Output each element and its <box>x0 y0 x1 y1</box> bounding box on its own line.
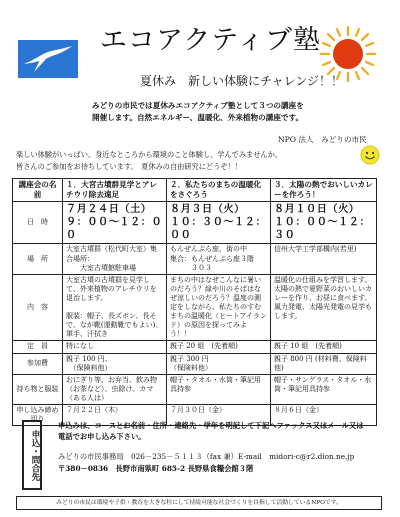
event-name-2: ２．私たちのまちの温暖化をさぐろう <box>167 179 271 202</box>
table-cell: ８月３日（火） １０：３０～１２：００ <box>167 201 271 244</box>
row-label: 申し込み締め切り <box>13 404 63 425</box>
row-label: 場 所 <box>13 244 63 274</box>
table-cell: 親子 300 円 （保険料他） <box>167 353 271 374</box>
event-name-1: １．大宮古墳群見学とアレチウリ除去遠足 <box>63 179 167 202</box>
table-cell: 帽子・タオル・水筒・筆記用具持参 <box>167 374 271 404</box>
table-cell: ７月２４日（土） ９：００～１２：００ <box>63 201 167 244</box>
table-cell: 信州大学工学部構内(若里) <box>271 244 377 274</box>
table-cell: ８月６日（金） <box>271 404 377 425</box>
row-label: 定 員 <box>13 341 63 353</box>
apply-line-2: 電話でお申し込み下さい。 <box>58 432 146 441</box>
apply-line-1: 申込みは、コースとお名前・住所・連絡先・学年を明記して下記へファックス又はメール又は <box>58 421 364 430</box>
table-row <box>13 374 377 404</box>
table-row <box>13 353 377 374</box>
intro-line-2: 開催します。自然エネルギー、温暖化、外来植物の講座です。 <box>92 113 304 122</box>
row-label: 日 時 <box>13 201 63 244</box>
table-cell: 親子 100 円、 （保険料他） <box>63 353 167 374</box>
apply-contact-stamp: 申込・問合先 <box>22 420 42 490</box>
organizer: NPO 法人 みどりの市民 <box>278 135 367 144</box>
row-label: 持ち物と服装 <box>13 374 63 404</box>
table-cell: 大室古墳の古墳群を見学して、外来植物のアレチウリを退治します。 服装：帽子、長ズボン、長そで、なが靴(運動靴でもよい)、軍手、汗拭き <box>63 274 167 341</box>
row-label: 参加費 <box>13 353 63 374</box>
event-name-3: ３．太陽の熱でおいしいカレーを作ろう！ <box>271 179 377 202</box>
table-row <box>13 244 377 274</box>
table-header-row <box>13 179 377 202</box>
lead-line-1: 楽しい体験がいっぱい。身近なところから環境のこと体験し、学んでみませんか。 <box>16 150 282 159</box>
page-title: エコアクティブ塾 <box>100 25 322 56</box>
contact-line: みどりの市民事務局 026－235－５１１３（fax 兼）E-mail midori-c@r2.dion.ne.jp <box>58 452 355 461</box>
intro-line-1: みどりの市民では夏休みエコアクティブ塾として３つの講座を <box>92 101 304 110</box>
table-cell: 大室古墳群（松代町大室）集合場所： 大室古墳館駐車場 <box>63 244 167 274</box>
table-cell: もんぜんぷら座、街の中 集合：もんぜんぷら座３階 ３０３ <box>167 244 271 274</box>
table-cell: まちの中はなぜこんなに暑いのだろう？緑や川のそばはなぜ涼しいのだろう？温度の測定をしながら、私たちのすむまちの温暖化（ヒートアイランド）の原因を探ってみよう！！ <box>167 274 271 341</box>
table-cell: 帽子・サングラス・タオル・水筒・筆記用具持参 <box>271 374 377 404</box>
header-label: 講座会の名前 <box>13 179 63 202</box>
bird-icon <box>18 40 78 78</box>
table-cell: 温暖化の仕組みを学習します。太陽の熱で夏野菜のおいしいカレーを作り、お昼に食べます。 風力発電、太陽光発電の見学もします。 <box>271 274 377 341</box>
lead-line-2: 皆さんのご参加をお待ちしています。 夏休みの自由研究にどうぞ！！ <box>16 162 242 171</box>
table-cell: おにぎり等、お弁当、飲み物（お茶など）、虫除け、カマ（ある人は） <box>63 374 167 404</box>
table-row <box>13 341 377 353</box>
table-cell: 親子 10 組 (先着順) <box>271 341 377 353</box>
subtitle: 夏休み 新しい体験にチャレンジ！！ <box>140 74 344 88</box>
event-table <box>12 178 377 426</box>
footer-note: みどりの市民は環境や子供・教育を大きな柱にして持続可能な社会づくりを目指して活動しているNPOです。 <box>16 496 382 510</box>
bird-logo <box>18 40 78 78</box>
table-row <box>13 274 377 341</box>
table-cell: 親子 20 組 (先着順) <box>167 341 271 353</box>
address-line: 〒380－0836 長野市南県町 685-2 長野県食糧会館３階 <box>58 464 254 473</box>
table-cell: 親子 800 円 (材料費、保険料他) <box>271 353 377 374</box>
table-cell: ８月１０日（火） １０：００～１２：３０ <box>271 201 377 244</box>
smiley-icon <box>360 145 380 165</box>
table-row <box>13 201 377 244</box>
table-cell: 特になし <box>63 341 167 353</box>
table-cell: ７月２２日（木） <box>63 404 167 425</box>
row-label: 内 容 <box>13 274 63 341</box>
table-cell: ７月３０日（金） <box>167 404 271 425</box>
